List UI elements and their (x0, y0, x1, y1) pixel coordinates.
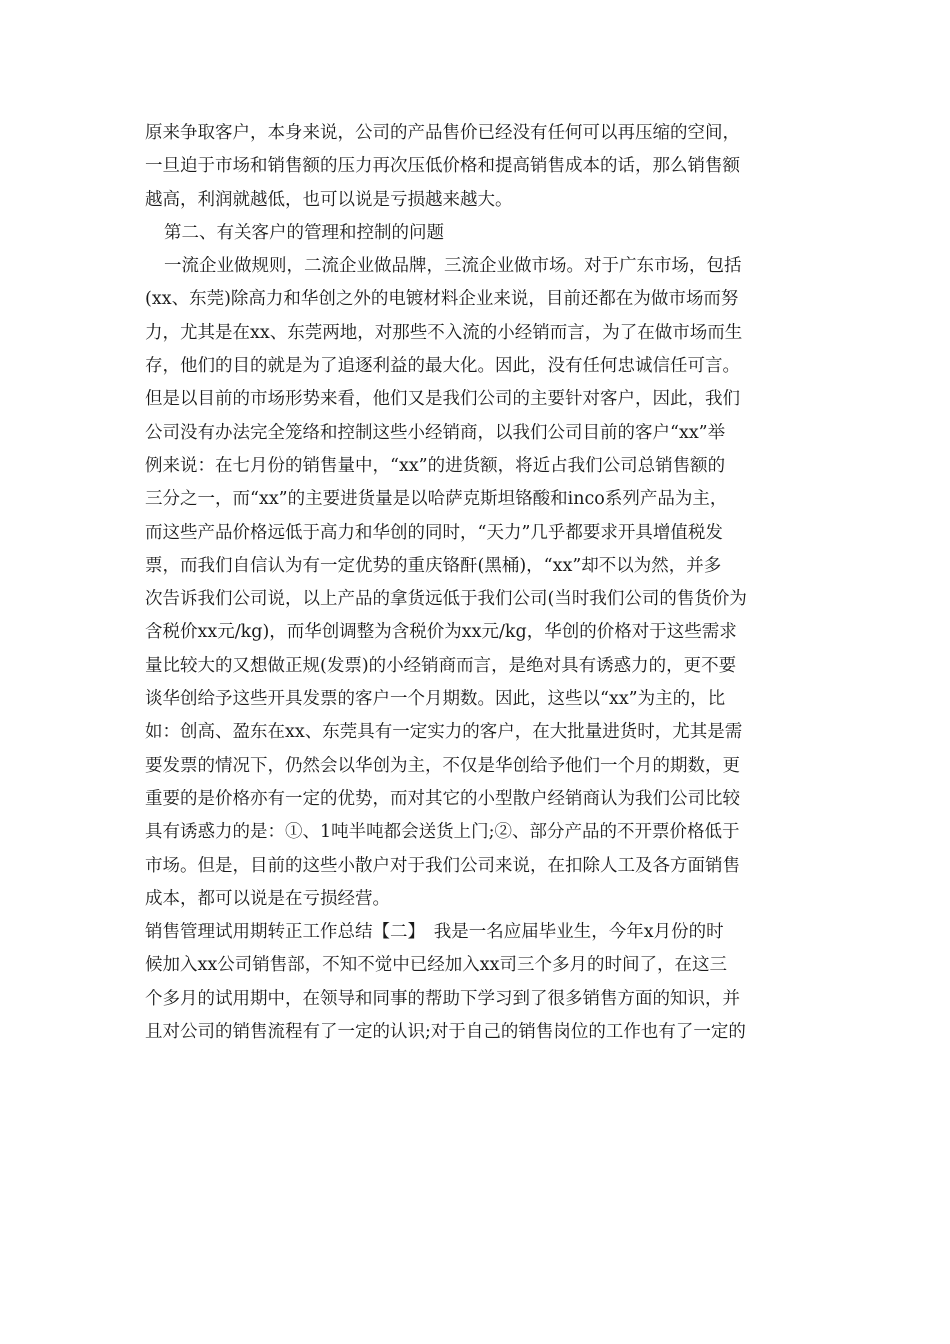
text-line: 次告诉我们公司说，以上产品的拿货远低于我们公司(当时我们公司的售货价为 (145, 589, 747, 610)
text-line: 重要的是价格亦有一定的优势，而对其它的小型散户经销商认为我们公司比较 (145, 788, 740, 809)
text-line: 三分之一，而“xx”的主要进货量是以哈萨克斯坦铬酸和inco系列产品为主， (145, 489, 728, 510)
text-line: 存，他们的目的就是为了追逐利益的最大化。因此，没有任何忠诚信任可言。 (145, 356, 740, 377)
text-line: 销售管理试用期转正工作总结【二】 我是一名应届毕业生，今年x月份的时 (145, 922, 724, 943)
text-line: 含税价xx元/kg)，而华创调整为含税价为xx元/kg，华创的价格对于这些需求 (145, 622, 737, 643)
text-line: 例来说：在七月份的销售量中，“xx”的进货额，将近占我们公司总销售额的 (145, 455, 726, 476)
text-line: 具有诱惑力的是：①、1吨半吨都会送货上门;②、部分产品的不开票价格低于 (145, 822, 740, 843)
text-line: 个多月的试用期中，在领导和同事的帮助下学习到了很多销售方面的知识，并 (145, 988, 740, 1009)
text-line: 公司没有办法完全笼络和控制这些小经销商，以我们公司目前的客户“xx”举 (145, 422, 726, 443)
text-line: 成本，都可以说是在亏损经营。 (145, 888, 390, 909)
text-line: 且对公司的销售流程有了一定的认识;对于自己的销售岗位的工作也有了一定的 (145, 1022, 746, 1043)
text-line: 要发票的情况下，仍然会以华创为主，不仅是华创给予他们一个月的期数，更 (145, 755, 740, 776)
body-text (145, 117, 810, 1049)
text-line: 票，而我们自信认为有一定优势的重庆铬酐(黑桶)，“xx”却不以为然，并多 (145, 555, 722, 576)
text-line: 市场。但是，目前的这些小散户对于我们公司来说，在扣除人工及各方面销售 (145, 855, 740, 876)
text-line: (xx、东莞)除高力和华创之外的电镀材料企业来说，目前还都在为做市场而努 (145, 289, 739, 310)
text-line: 越高，利润就越低，也可以说是亏损越来越大。 (145, 189, 513, 210)
text-line: 原来争取客户，本身来说，公司的产品售价已经没有任何可以再压缩的空间， (145, 123, 740, 143)
text-line: 如：创高、盈东在xx、东莞具有一定实力的客户，在大批量进货时，尤其是需 (145, 722, 743, 743)
text-line: 但是以目前的市场形势来看，他们又是我们公司的主要针对客户，因此，我们 (145, 389, 740, 410)
text-line: 第二、有关客户的管理和控制的问题 (164, 222, 444, 243)
text-line: 一流企业做规则，二流企业做品牌，三流企业做市场。对于广东市场，包括 (164, 256, 742, 277)
text-line: 力，尤其是在xx、东莞两地，对那些不入流的小经销而言，为了在做市场而生 (145, 322, 743, 343)
text-line: 一旦迫于市场和销售额的压力再次压低价格和提高销售成本的话，那么销售额 (145, 156, 740, 177)
text-line: 量比较大的又想做正规(发票)的小经销商而言，是绝对具有诱惑力的，更不要 (145, 655, 737, 676)
text-line: 谈华创给予这些开具发票的客户一个月期数。因此，这些以“xx”为主的，比 (145, 689, 726, 710)
text-line: 候加入xx公司销售部，不知不觉中已经加入xx司三个多月的时间了，在这三 (145, 955, 727, 976)
text-line: 而这些产品价格远低于高力和华创的同时，“天力”几乎都要求开具增值税发 (145, 522, 723, 543)
